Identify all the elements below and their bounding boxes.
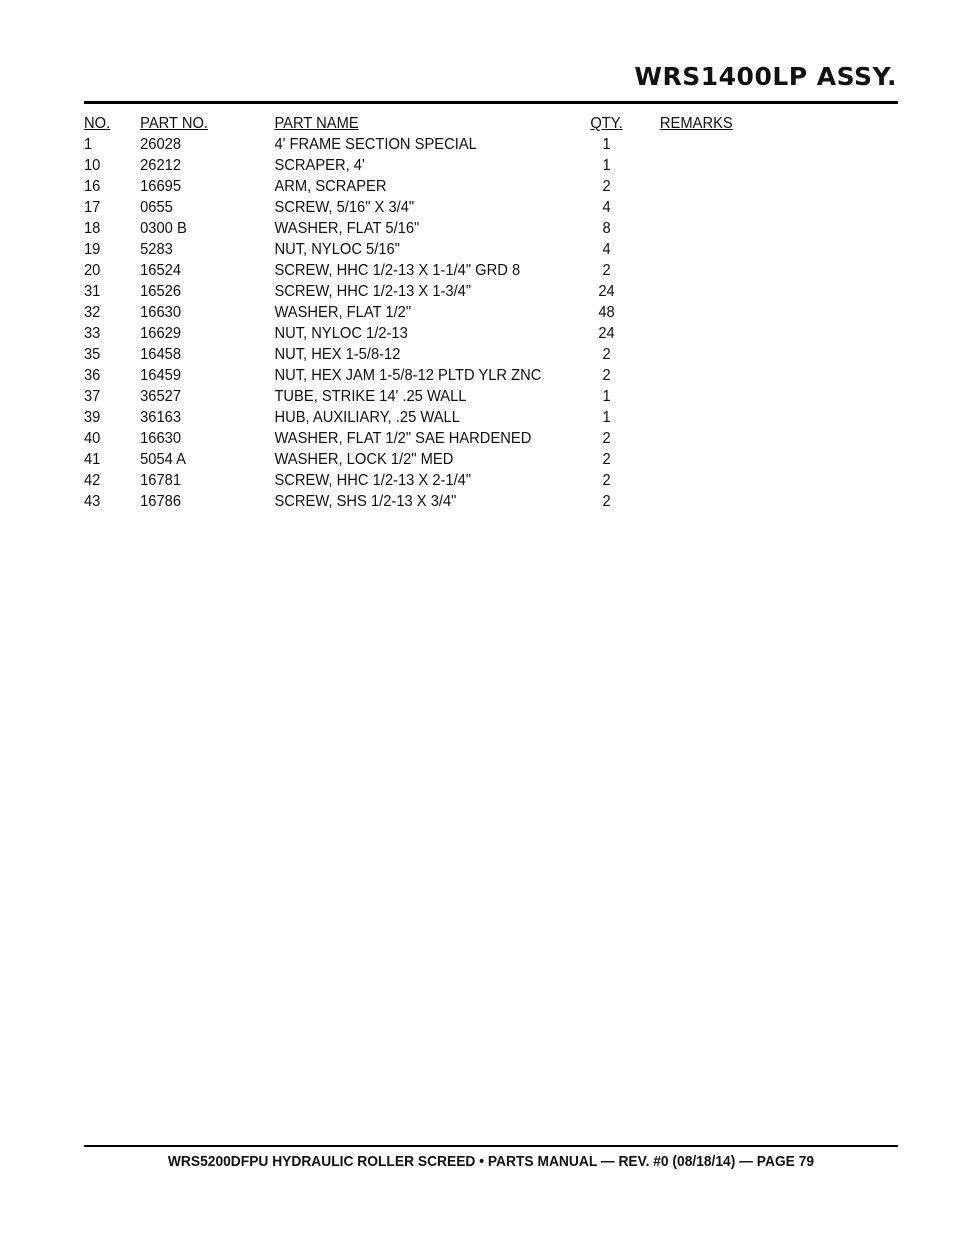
cell-part-no: 26028 [140,136,182,153]
cell-remarks [634,281,772,302]
cell-no: 36 [84,367,101,384]
cell-qty: 2 [602,451,611,468]
cell-qty: 1 [602,157,611,174]
cell-part-name: ARM, SCRAPER [274,178,387,195]
table-row [84,155,772,176]
cell-remarks [634,239,772,260]
column-header-remarks: REMARKS [659,115,733,132]
cell-remarks [634,470,772,491]
parts-table-body [84,134,772,512]
cell-part-name: WASHER, LOCK 1/2" MED [274,451,454,468]
cell-qty: 48 [598,304,615,321]
table-row [84,365,772,386]
footer-divider [84,1145,898,1147]
cell-remarks [634,344,772,365]
cell-part-no: 36527 [140,388,182,405]
cell-part-no: 26212 [140,157,182,174]
table-row [84,491,772,512]
cell-no: 31 [84,283,101,300]
cell-qty: 2 [602,367,611,384]
cell-part-name: NUT, NYLOC 5/16" [274,241,400,258]
cell-part-no: 36163 [140,409,182,426]
cell-qty: 24 [598,325,615,342]
cell-qty: 1 [602,136,611,153]
table-row [84,239,772,260]
cell-remarks [634,176,772,197]
cell-part-name: WASHER, FLAT 1/2" [274,304,412,321]
cell-part-no: 16458 [140,346,182,363]
cell-qty: 2 [602,430,611,447]
cell-part-name: SCREW, HHC 1/2-13 X 1-3/4" [274,283,472,300]
cell-part-name: NUT, NYLOC 1/2-13 [274,325,408,342]
cell-qty: 1 [602,409,611,426]
cell-part-no: 16695 [140,178,182,195]
cell-no: 32 [84,304,101,321]
cell-qty: 8 [602,220,611,237]
table-row [84,428,772,449]
cell-no: 16 [84,178,101,195]
cell-qty: 4 [602,199,611,216]
cell-remarks [634,428,772,449]
cell-part-no: 0655 [140,199,173,216]
cell-qty: 1 [602,388,611,405]
cell-remarks [634,218,772,239]
cell-qty: 2 [602,472,611,489]
page-title: WRS1400LP ASSY. [634,62,897,91]
cell-qty: 2 [602,493,611,510]
table-row [84,197,772,218]
cell-qty: 2 [602,346,611,363]
table-row [84,134,772,155]
cell-qty: 24 [598,283,615,300]
cell-no: 18 [84,220,101,237]
cell-qty: 2 [602,262,611,279]
cell-no: 43 [84,493,101,510]
column-header-part-name: PART NAME [274,115,359,132]
cell-no: 35 [84,346,101,363]
cell-part-no: 16630 [140,304,182,321]
cell-part-name: SCREW, HHC 1/2-13 X 1-1/4" GRD 8 [274,262,521,279]
table-header-row [84,113,772,134]
cell-no: 19 [84,241,101,258]
cell-part-no: 16526 [140,283,182,300]
cell-remarks [634,302,772,323]
cell-part-name: WASHER, FLAT 5/16" [274,220,420,237]
cell-qty: 2 [602,178,611,195]
cell-part-name: NUT, HEX JAM 1-5/8-12 PLTD YLR ZNC [274,367,542,384]
cell-part-name: NUT, HEX 1-5/8-12 [274,346,401,363]
cell-no: 37 [84,388,101,405]
table-row [84,386,772,407]
cell-part-name: 4' FRAME SECTION SPECIAL [274,136,477,153]
table-row [84,302,772,323]
cell-no: 17 [84,199,101,216]
cell-no: 1 [84,136,93,153]
cell-part-no: 16629 [140,325,182,342]
cell-remarks [634,386,772,407]
cell-no: 10 [84,157,101,174]
cell-part-name: TUBE, STRIKE 14' .25 WALL [274,388,467,405]
cell-no: 41 [84,451,101,468]
table-row [84,260,772,281]
page-footer: WRS5200DFPU HYDRAULIC ROLLER SCREED • PARTS MANUAL — REV. #0 (08/18/14) — PAGE 79 [167,1153,815,1170]
cell-remarks [634,407,772,428]
cell-part-no: 5283 [140,241,173,258]
column-header-part-no: PART NO. [140,115,209,132]
cell-part-no: 16786 [140,493,182,510]
cell-part-no: 5054 A [140,451,186,468]
cell-qty: 4 [602,241,611,258]
cell-part-name: SCREW, HHC 1/2-13 X 2-1/4" [274,472,472,489]
cell-part-name: SCREW, 5/16" X 3/4" [274,199,415,216]
table-row [84,323,772,344]
table-row [84,407,772,428]
cell-part-no: 0300 B [140,220,187,237]
cell-remarks [634,260,772,281]
cell-no: 42 [84,472,101,489]
parts-table [84,113,772,512]
table-row [84,176,772,197]
cell-remarks [634,155,772,176]
table-row [84,218,772,239]
cell-no: 39 [84,409,101,426]
table-row [84,344,772,365]
cell-no: 33 [84,325,101,342]
cell-part-no: 16524 [140,262,182,279]
cell-remarks [634,491,772,512]
table-row [84,449,772,470]
cell-part-no: 16781 [140,472,182,489]
cell-part-name: HUB, AUXILIARY, .25 WALL [274,409,460,426]
cell-part-name: SCRAPER, 4' [274,157,365,174]
cell-remarks [634,197,772,218]
table-row [84,281,772,302]
table-row [84,470,772,491]
cell-remarks [634,449,772,470]
cell-part-no: 16459 [140,367,182,384]
cell-remarks [634,323,772,344]
column-header-qty: QTY. [590,115,623,132]
title-divider [84,101,898,104]
cell-remarks [634,365,772,386]
cell-part-no: 16630 [140,430,182,447]
column-header-no: NO. [84,115,111,132]
cell-part-name: SCREW, SHS 1/2-13 X 3/4" [274,493,457,510]
cell-part-name: WASHER, FLAT 1/2" SAE HARDENED [274,430,532,447]
cell-no: 40 [84,430,101,447]
cell-no: 20 [84,262,101,279]
cell-remarks [634,134,772,155]
